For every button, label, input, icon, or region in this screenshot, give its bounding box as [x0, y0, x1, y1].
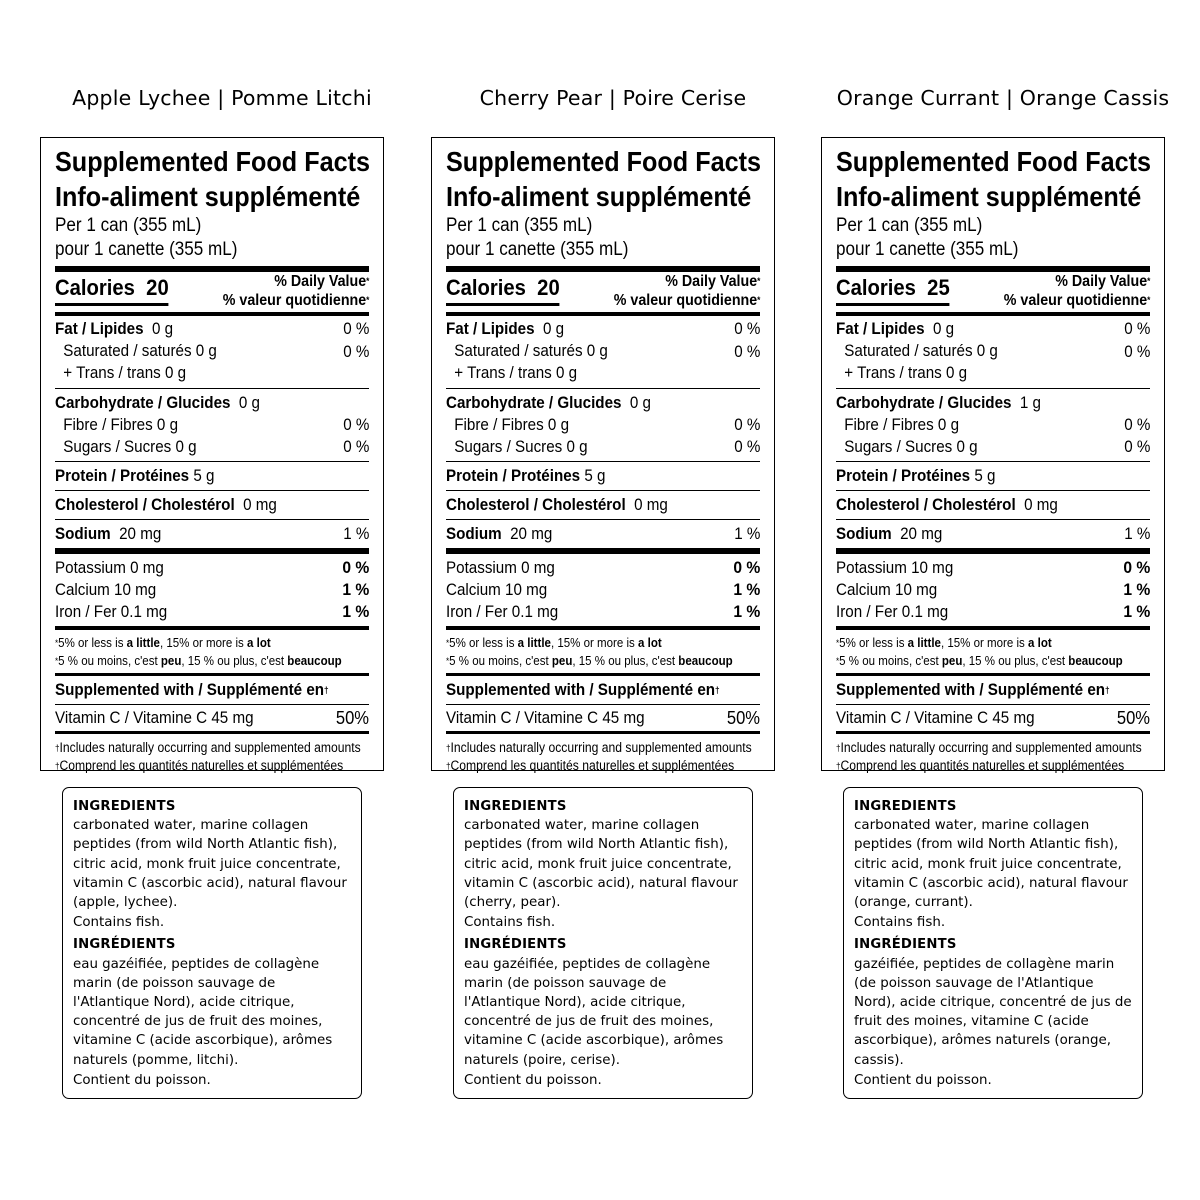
potassium-percent: 0 % — [342, 558, 369, 577]
carbohydrate-row: Carbohydrate / Glucides 0 g — [446, 394, 652, 412]
daily-value-fr: % valeur quotidienne — [222, 292, 366, 309]
product-column-orange-currant — [821, 0, 1181, 1200]
cholesterol-block — [55, 491, 369, 519]
flavor-name: Orange Currant | Orange Cassis — [836, 86, 1170, 110]
protein-row: Protein / Protéines 5 g — [55, 467, 215, 485]
potassium-row: Potassium 0 mg 0 % — [55, 558, 369, 577]
serving-size-en: Per 1 can (355 mL) — [55, 215, 202, 236]
sodium-row: Sodium 20 mg 1 % — [446, 525, 760, 543]
sodium-block — [446, 520, 760, 548]
ingredients-text-en: carbonated water, marine collagen peptides (from wild North Atlantic fish), citric acid, monk fruit juice concentrate, vitamin C (ascorbic acid), natural flavour (cherry, pear). — [464, 818, 738, 911]
footnote-fr: *5 % ou moins, c'est peu, 15 % ou plus, c'est beaucoup — [446, 653, 733, 668]
iron-row: Iron / Fer 0.1 mg 1 % — [836, 602, 1150, 621]
sugars-percent: 0 % — [342, 438, 369, 456]
daily-value-fr: % valeur quotidienne — [1003, 292, 1147, 309]
footnote-en: *5% or less is a little, 15% or more is a lot — [55, 635, 271, 650]
ingredients-text-fr: eau gazéifiée, peptides de collagène marin (de poisson sauvage de l'Atlantique Nord), acide citrique, concentré de jus de fruit des moines, vitamine C (acide ascorbique), arômes naturels (pomme, litchi). — [73, 956, 333, 1068]
ingredients-heading-fr: INGRÉDIENTS — [854, 937, 957, 953]
minerals-block — [836, 554, 1150, 626]
vitamin-c-row: Vitamin C / Vitamine C 45 mg 50% — [836, 708, 1150, 728]
trans-row: + Trans / trans 0 g — [63, 364, 187, 382]
fat-row: Fat / Lipides 0 g 0 % — [446, 320, 760, 338]
flavor-name: Apple Lychee | Pomme Litchi — [72, 86, 372, 110]
cholesterol-block — [446, 491, 760, 519]
flavor-name: Cherry Pear | Poire Cerise — [479, 86, 747, 110]
calories-label: Calories 25 — [836, 275, 950, 306]
supplemented-header: Supplemented with / Supplémenté en† — [55, 681, 329, 699]
cholesterol-row: Cholesterol / Cholestérol 0 mg — [836, 496, 1058, 514]
calcium-percent: 1 % — [342, 580, 369, 599]
calcium-row: Calcium 10 mg 1 % — [446, 580, 760, 599]
nutrition-facts-panel — [821, 137, 1165, 771]
nutrition-facts-panel — [431, 137, 775, 771]
supplement-footnote — [446, 734, 760, 775]
minerals-block — [446, 554, 760, 626]
supplement-footnote-fr: †Comprend les quantités naturelles et supplémentées — [446, 758, 735, 773]
iron-percent: 1 % — [733, 602, 760, 621]
calcium-row: Calcium 10 mg 1 % — [836, 580, 1150, 599]
ingredients-box — [843, 787, 1143, 1099]
carbohydrate-block — [836, 389, 1150, 461]
serving-size-en: Per 1 can (355 mL) — [446, 215, 593, 236]
panel-title-en: Supplemented Food Facts — [446, 146, 762, 177]
sat-trans-percent: 0 % — [1123, 343, 1150, 361]
ingredients-text-fr: gazéifiée, peptides de collagène marin (de poisson sauvage de l'Atlantique Nord), acide citrique, concentré de jus de fruit des moines, vitamine C (acide ascorbique), arômes naturels (orange, cassis). — [854, 956, 1132, 1068]
saturated-row: Saturated / saturés 0 g — [454, 342, 608, 360]
panel-title-fr: Info-aliment supplémenté — [836, 181, 1142, 212]
supplement-footnote — [836, 734, 1150, 775]
allergen-statement-fr: Contient du poisson. — [464, 1072, 602, 1088]
iron-row: Iron / Fer 0.1 mg 1 % — [446, 602, 760, 621]
calcium-row: Calcium 10 mg 1 % — [55, 580, 369, 599]
fibre-row: Fibre / Fibres 0 g 0 % — [844, 416, 1150, 434]
daily-value-header: % Daily Value* % valeur quotidienne* — [1003, 273, 1150, 309]
calories-value: 25 — [927, 275, 950, 300]
fat-row: Fat / Lipides 0 g 0 % — [836, 320, 1150, 338]
potassium-percent: 0 % — [733, 558, 760, 577]
supplemented-header: Supplemented with / Supplémenté en† — [446, 681, 720, 699]
product-column-cherry-pear — [431, 0, 791, 1200]
ingredients-text-en: carbonated water, marine collagen peptides (from wild North Atlantic fish), citric acid, monk fruit juice concentrate, vitamin C (ascorbic acid), natural flavour (orange, currant). — [854, 818, 1128, 911]
fibre-percent: 0 % — [342, 416, 369, 434]
footnote-en: *5% or less is a little, 15% or more is a lot — [836, 635, 1052, 650]
calcium-percent: 1 % — [733, 580, 760, 599]
sugars-percent: 0 % — [733, 438, 760, 456]
ingredients-heading-fr: INGRÉDIENTS — [73, 937, 176, 953]
sat-trans-percent: 0 % — [733, 343, 760, 361]
ingredients-heading-fr: INGRÉDIENTS — [464, 937, 567, 953]
fat-row: Fat / Lipides 0 g 0 % — [55, 320, 369, 338]
fat-block — [55, 316, 369, 388]
fat-block — [836, 316, 1150, 388]
calories-value: 20 — [146, 275, 169, 300]
allergen-statement-en: Contains fish. — [854, 915, 946, 931]
sodium-percent: 1 % — [342, 525, 369, 543]
ingredients-text-en: carbonated water, marine collagen peptides (from wild North Atlantic fish), citric acid, monk fruit juice concentrate, vitamin C (ascorbic acid), natural flavour (apple, lychee). — [73, 818, 347, 911]
carbohydrate-block — [55, 389, 369, 461]
supplement-footnote-en: †Includes naturally occurring and supplemented amounts — [836, 740, 1142, 755]
sat-trans-percent: 0 % — [342, 343, 369, 361]
sodium-row: Sodium 20 mg 1 % — [836, 525, 1150, 543]
allergen-statement-en: Contains fish. — [73, 915, 165, 931]
ingredients-text-fr: eau gazéifiée, peptides de collagène marin (de poisson sauvage de l'Atlantique Nord), acide citrique, concentré de jus de fruit des moines, vitamine C (acide ascorbique), arômes naturels (poire, cerise). — [464, 956, 724, 1068]
sodium-block — [55, 520, 369, 548]
calories-label: Calories 20 — [446, 275, 560, 306]
potassium-row: Potassium 0 mg 0 % — [446, 558, 760, 577]
sugars-row: Sugars / Sucres 0 g 0 % — [844, 438, 1150, 456]
serving-size-en: Per 1 can (355 mL) — [836, 215, 983, 236]
carbohydrate-row: Carbohydrate / Glucides 1 g — [836, 394, 1042, 412]
ingredients-heading-en: INGREDIENTS — [854, 799, 957, 814]
supplement-footnote — [55, 734, 369, 775]
daily-value-en: % Daily Value — [1054, 273, 1147, 290]
fibre-percent: 0 % — [733, 416, 760, 434]
panel-title-fr: Info-aliment supplémenté — [446, 181, 752, 212]
protein-block — [836, 462, 1150, 490]
supplement-footnote-en: †Includes naturally occurring and supplemented amounts — [55, 740, 361, 755]
ingredients-heading-en: INGREDIENTS — [73, 799, 176, 814]
ingredients-heading-en: INGREDIENTS — [464, 799, 567, 814]
saturated-row: Saturated / saturés 0 g — [844, 342, 998, 360]
supplement-footnote-en: †Includes naturally occurring and supplemented amounts — [446, 740, 752, 755]
iron-row: Iron / Fer 0.1 mg 1 % — [55, 602, 369, 621]
protein-row: Protein / Protéines 5 g — [446, 467, 606, 485]
calories-label: Calories 20 — [55, 275, 169, 306]
ingredients-box — [62, 787, 362, 1099]
daily-value-header: % Daily Value* % valeur quotidienne* — [613, 273, 760, 309]
calories-row — [55, 272, 369, 312]
nutrition-facts-panel — [40, 137, 384, 771]
ingredients-box — [453, 787, 753, 1099]
footnote-fr: *5 % ou moins, c'est peu, 15 % ou plus, c'est beaucoup — [55, 653, 342, 668]
protein-row: Protein / Protéines 5 g — [836, 467, 996, 485]
vitamin-c-percent: 50% — [1116, 708, 1150, 728]
trans-row: + Trans / trans 0 g — [844, 364, 968, 382]
calories-row — [446, 272, 760, 312]
daily-value-header: % Daily Value* % valeur quotidienne* — [222, 273, 369, 309]
daily-value-footnote — [55, 630, 369, 673]
fat-percent: 0 % — [342, 320, 369, 338]
carbohydrate-block — [446, 389, 760, 461]
allergen-statement-fr: Contient du poisson. — [854, 1072, 992, 1088]
footnote-en: *5% or less is a little, 15% or more is a lot — [446, 635, 662, 650]
sugars-percent: 0 % — [1123, 438, 1150, 456]
minerals-block — [55, 554, 369, 626]
vitamin-c-percent: 50% — [726, 708, 760, 728]
potassium-percent: 0 % — [1123, 558, 1150, 577]
cholesterol-block — [836, 491, 1150, 519]
fat-block — [446, 316, 760, 388]
protein-block — [446, 462, 760, 490]
serving-size-fr: pour 1 canette (355 mL) — [836, 239, 1019, 260]
daily-value-en: % Daily Value — [664, 273, 757, 290]
sugars-row: Sugars / Sucres 0 g 0 % — [63, 438, 369, 456]
supplemented-header: Supplemented with / Supplémenté en† — [836, 681, 1110, 699]
daily-value-footnote — [446, 630, 760, 673]
potassium-row: Potassium 10 mg 0 % — [836, 558, 1150, 577]
calcium-percent: 1 % — [1123, 580, 1150, 599]
sodium-block — [836, 520, 1150, 548]
panel-title-fr: Info-aliment supplémenté — [55, 181, 361, 212]
footnote-fr: *5 % ou moins, c'est peu, 15 % ou plus, c'est beaucoup — [836, 653, 1123, 668]
iron-percent: 1 % — [1123, 602, 1150, 621]
protein-block — [55, 462, 369, 490]
vitamin-c-row: Vitamin C / Vitamine C 45 mg 50% — [446, 708, 760, 728]
sugars-row: Sugars / Sucres 0 g 0 % — [454, 438, 760, 456]
saturated-row: Saturated / saturés 0 g — [63, 342, 217, 360]
sodium-percent: 1 % — [1123, 525, 1150, 543]
trans-row: + Trans / trans 0 g — [454, 364, 578, 382]
cholesterol-row: Cholesterol / Cholestérol 0 mg — [55, 496, 277, 514]
allergen-statement-fr: Contient du poisson. — [73, 1072, 211, 1088]
fibre-percent: 0 % — [1123, 416, 1150, 434]
serving-size-fr: pour 1 canette (355 mL) — [446, 239, 629, 260]
fibre-row: Fibre / Fibres 0 g 0 % — [454, 416, 760, 434]
panel-title-en: Supplemented Food Facts — [836, 146, 1152, 177]
iron-percent: 1 % — [342, 602, 369, 621]
supplement-footnote-fr: †Comprend les quantités naturelles et supplémentées — [55, 758, 344, 773]
carbohydrate-row: Carbohydrate / Glucides 0 g — [55, 394, 261, 412]
calories-value: 20 — [537, 275, 560, 300]
daily-value-fr: % valeur quotidienne — [613, 292, 757, 309]
vitamin-c-row: Vitamin C / Vitamine C 45 mg 50% — [55, 708, 369, 728]
panel-title-en: Supplemented Food Facts — [55, 146, 371, 177]
serving-size-fr: pour 1 canette (355 mL) — [55, 239, 238, 260]
fat-percent: 0 % — [733, 320, 760, 338]
fat-percent: 0 % — [1123, 320, 1150, 338]
allergen-statement-en: Contains fish. — [464, 915, 556, 931]
supplement-footnote-fr: †Comprend les quantités naturelles et supplémentées — [836, 758, 1125, 773]
sodium-row: Sodium 20 mg 1 % — [55, 525, 369, 543]
sodium-percent: 1 % — [733, 525, 760, 543]
product-column-apple-lychee — [40, 0, 400, 1200]
cholesterol-row: Cholesterol / Cholestérol 0 mg — [446, 496, 668, 514]
calories-row — [836, 272, 1150, 312]
vitamin-c-percent: 50% — [335, 708, 369, 728]
fibre-row: Fibre / Fibres 0 g 0 % — [63, 416, 369, 434]
daily-value-en: % Daily Value — [273, 273, 366, 290]
daily-value-footnote — [836, 630, 1150, 673]
